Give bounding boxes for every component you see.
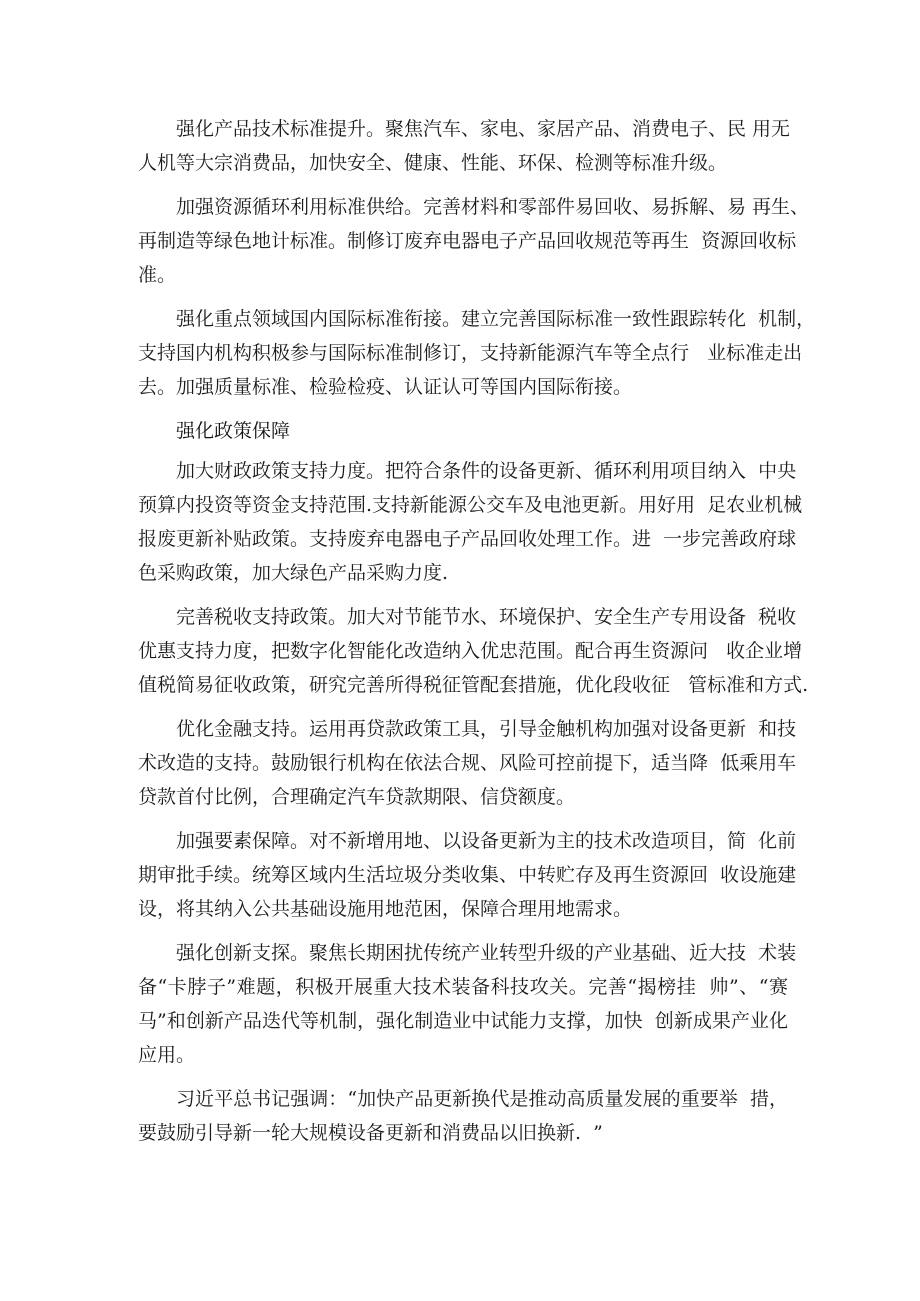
paragraph-tax-policy [138, 600, 809, 702]
text-line: 人机等大宗消费品，加快安全、健康、性能、环保、检测等标准升级。 [138, 152, 728, 174]
text-line: 马”和创新产品迭代等机制，强化制造业中试能力支撑，加快 创新成果产业化 [138, 1010, 788, 1032]
paragraph-fiscal-policy [138, 454, 803, 590]
text-line: 优化金融支持。运用再贷款政策工具，引导金触机构加强对设备更新 和技 [176, 718, 797, 740]
text-line: 支持国内机构积极参与国际标准制修订，支持新能源汽车等全点行 业标准走出 [138, 342, 803, 364]
paragraph-innovation-support [138, 936, 797, 1072]
text-line: 备“卡脖子”难题，积极开展重大技术装备科技攻关。完善“揭榜挂 帅”、“赛 [138, 976, 788, 998]
text-line: 再制造等绿色地计标准。制修订废弃电器电子产品回收规范等再生 资源回收标 [138, 230, 797, 252]
text-line: 报废更新补贴政策。支持废弃电器电子产品回收处理工作。进 一步完善政府球 [138, 528, 797, 550]
text-line: 习近平总书记强调：“加快产品更新换代是推动高质量发展的重要举 措， [176, 1088, 788, 1110]
text-line: 期审批手续。统筹区域内生活垃圾分类收集、中转贮存及再生资源回 收设施建 [138, 864, 797, 886]
text-line: 优惠支持力度，把数字化智能化改造纳入优忠范围。配合再生资源问 收企业增 [138, 640, 803, 662]
text-line: 完善税收支持政策。加大对节能节水、环境保护、安全生产专用设备 税收 [176, 606, 797, 628]
paragraph-international-standards [138, 302, 816, 404]
section-heading: 强化政策保障 [176, 420, 291, 442]
text-line: 设，将其纳入公共基础设施用地范困，保障合理用地需求。 [138, 898, 633, 920]
text-line: 加强资源循环利用标准供给。完善材料和零部件易回收、易拆解、易 再生、 [176, 196, 810, 218]
text-line: 强化重点领域国内国际标准衔接。建立完善国际标准一致性跟踪转化 机制， [176, 308, 816, 330]
text-line: 强化产品技术标准提升。聚焦汽车、家电、家居产品、消费电子、民 用无 [176, 118, 791, 140]
text-line: 预算内投资等资金支持范围.支持新能源公交车及电池更新。用好用 足农业机械 [138, 494, 803, 516]
text-line: 要鼓励引导新一轮大规模设备更新和消费品以旧换新. ” [138, 1122, 603, 1144]
paragraph-financial-support [138, 712, 797, 814]
paragraph-quote [138, 1082, 788, 1150]
paragraph-recycling-standards [138, 190, 810, 292]
document-body [138, 112, 816, 1160]
text-line: 色采购政策，加大绿色产品采购力度. [138, 562, 449, 584]
text-line: 术改造的支持。鼓励银行机构在依法合规、风险可控前提下，适当降 低乘用车 [138, 752, 797, 774]
text-line: 贷款首付比例，合理确定汽车贷款期限、信贷额度。 [138, 786, 576, 808]
text-line: 去。加强质量标准、检验检疫、认证认可等国内国际衔接。 [138, 376, 633, 398]
text-line: 加强要素保障。对不新增用地、以设备更新为主的技术改造项目，简 化前 [176, 830, 797, 852]
text-line: 应用。 [138, 1044, 196, 1066]
paragraph-product-standards [138, 112, 791, 180]
text-line: 值税简易征收政策，研究完善所得税征管配套措施，优化段收征 管标准和方式. [138, 674, 809, 696]
text-line: 加大财政政策支持力度。把符合条件的设备更新、循环利用项目纳入 中央 [176, 460, 797, 482]
text-line: 强化创新支探。聚焦长期困扰传统产业转型升级的产业基础、近大技 术装 [176, 942, 797, 964]
text-line: 准。 [138, 264, 177, 286]
paragraph-factor-guarantee [138, 824, 797, 926]
